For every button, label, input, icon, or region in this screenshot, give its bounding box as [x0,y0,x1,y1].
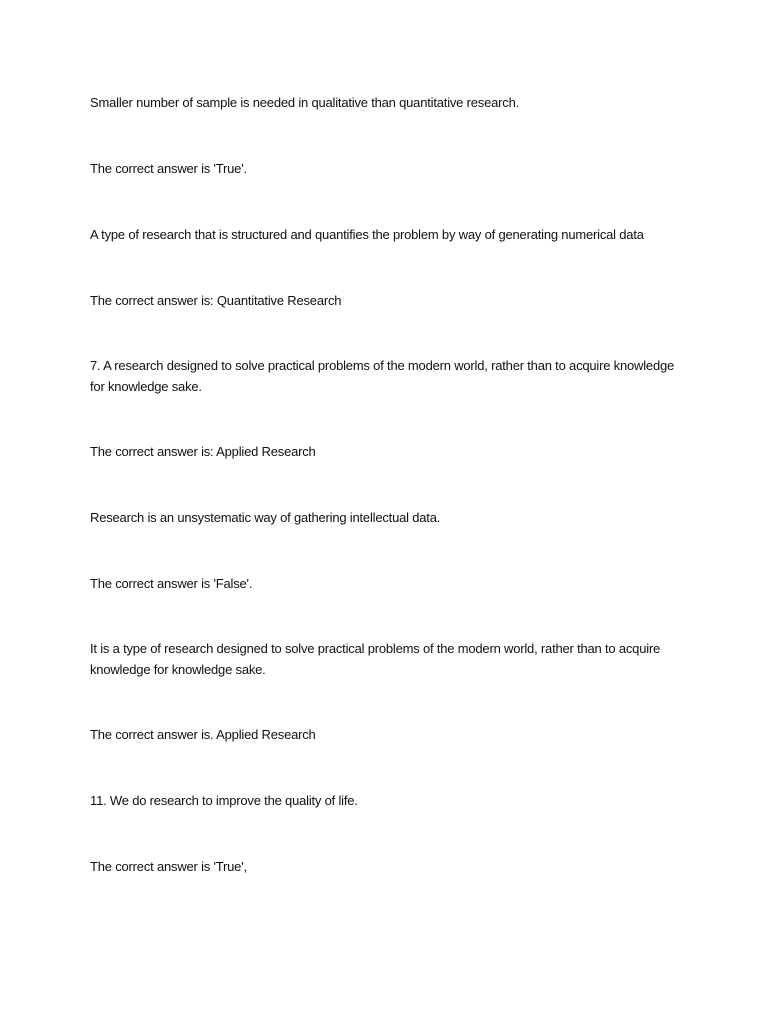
answer-text: The correct answer is: Quantitative Research [90,293,342,308]
question-text: Research is an unsystematic way of gathering intellectual data. [90,510,441,525]
answer-text: The correct answer is 'True', [90,859,247,874]
question-text: A type of research that is structured and quantifies the problem by way of generating numerical data [90,227,644,242]
answer-text: The correct answer is: Applied Research [90,444,316,459]
answer-text: The correct answer is 'False'. [90,576,253,591]
answer-text: The correct answer is 'True'. [90,161,247,176]
question-text: 11. We do research to improve the quality of life. [90,793,358,808]
question-text: 7. A research designed to solve practical problems of the modern world, rather than to acquire knowledge for knowledge sake. [90,358,675,394]
question-text: Smaller number of sample is needed in qualitative than quantitative research. [90,95,520,110]
question-text: It is a type of research designed to solve practical problems of the modern world, rather than to acquire knowledge for knowledge sake. [90,641,661,677]
answer-text: The correct answer is. Applied Research [90,727,316,742]
